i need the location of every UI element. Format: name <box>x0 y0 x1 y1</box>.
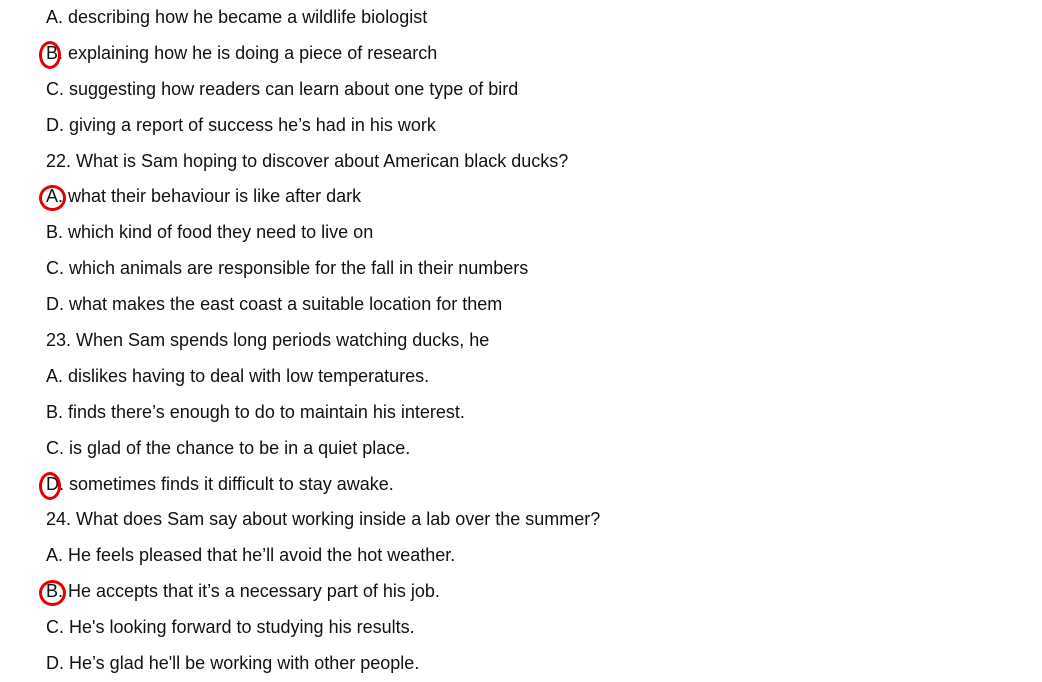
option-text: D. what makes the east coast a suitable location for them <box>46 294 503 315</box>
question-text: 23. When Sam spends long periods watching ducks, he <box>46 330 490 351</box>
q23-option-a <box>46 359 1006 395</box>
option-text: D. giving a report of success he’s had in his work <box>46 114 436 135</box>
option-text: A. what their behaviour is like after dark <box>46 186 362 207</box>
q24-option-a <box>46 538 1006 574</box>
q23-option-c <box>46 431 1006 467</box>
option-text: A. describing how he became a wildlife biologist <box>46 7 428 27</box>
q21-option-c <box>46 72 1006 108</box>
option-text: B. finds there’s enough to do to maintain his interest. <box>46 401 465 422</box>
q21-option-a <box>46 0 1006 36</box>
q24-option-b <box>46 574 1006 610</box>
q22-option-b <box>46 215 1006 251</box>
question-22 <box>46 144 1006 180</box>
answer-sheet <box>46 0 1006 682</box>
question-23 <box>46 323 1006 359</box>
option-text: D. He’s glad he'll be working with other people. <box>46 653 420 674</box>
q21-option-b <box>46 36 1006 72</box>
question-text: 22. What is Sam hoping to discover about American black ducks? <box>46 150 569 171</box>
q21-option-d <box>46 108 1006 144</box>
question-text: 24. What does Sam say about working inside a lab over the summer? <box>46 509 601 530</box>
option-text: A. dislikes having to deal with low temperatures. <box>46 365 430 386</box>
question-24 <box>46 502 1006 538</box>
option-text: C. which animals are responsible for the fall in their numbers <box>46 258 529 279</box>
option-text: C. suggesting how readers can learn about one type of bird <box>46 78 519 99</box>
q24-option-c <box>46 610 1006 646</box>
option-text: D. sometimes finds it difficult to stay awake. <box>46 473 394 494</box>
q23-option-b <box>46 395 1006 431</box>
q22-option-a <box>46 179 1006 215</box>
option-text: B. explaining how he is doing a piece of research <box>46 42 438 63</box>
q22-option-c <box>46 251 1006 287</box>
q24-option-d <box>46 646 1006 682</box>
option-text: B. He accepts that it’s a necessary part of his job. <box>46 581 440 602</box>
q23-option-d <box>46 467 1006 503</box>
q22-option-d <box>46 287 1006 323</box>
option-text: C. is glad of the chance to be in a quiet place. <box>46 437 411 458</box>
option-text: A. He feels pleased that he’ll avoid the hot weather. <box>46 545 456 566</box>
option-text: C. He's looking forward to studying his results. <box>46 617 415 638</box>
option-text: B. which kind of food they need to live on <box>46 222 374 243</box>
